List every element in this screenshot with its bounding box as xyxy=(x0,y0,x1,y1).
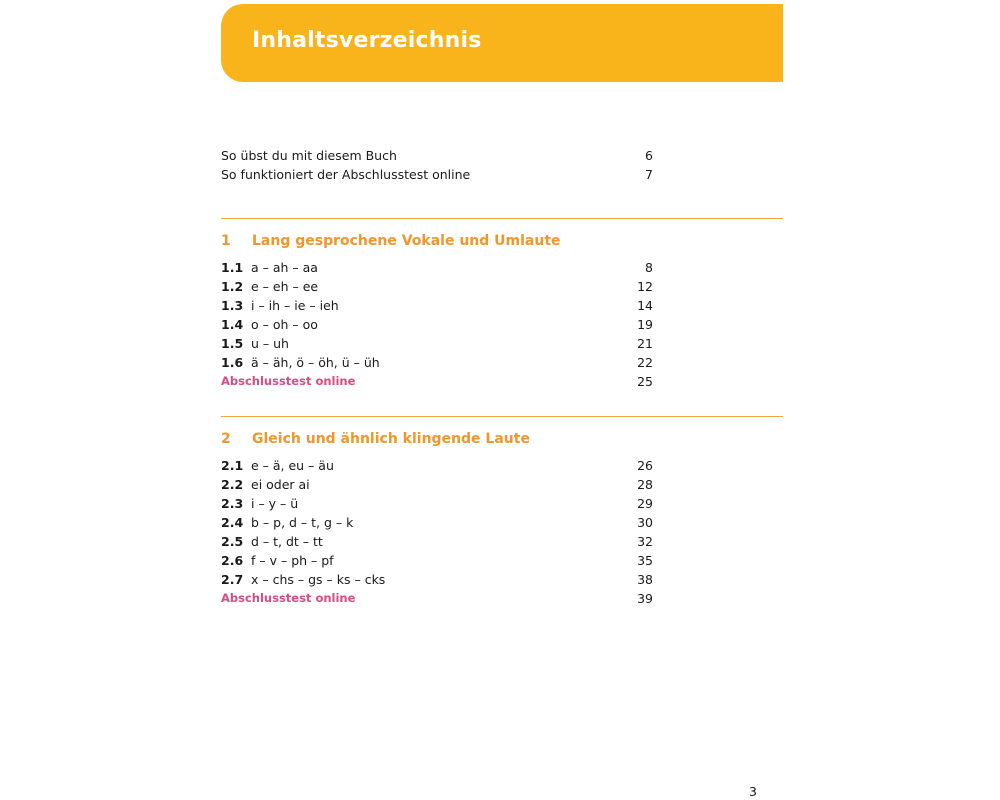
chapter-divider xyxy=(221,218,783,219)
toc-entry-number: 2.3 xyxy=(221,496,244,511)
toc-entry-title: u – uh xyxy=(251,336,289,351)
chapter-1 xyxy=(221,218,783,391)
toc-entry-page: 39 xyxy=(637,591,653,606)
toc-entry-number: 2.6 xyxy=(221,553,244,568)
toc-entry[interactable] xyxy=(221,570,653,589)
toc-entry-number: 2.2 xyxy=(221,477,244,492)
page-title: Inhaltsverzeichnis xyxy=(252,28,482,53)
toc-entry[interactable] xyxy=(221,296,653,315)
toc-entry-number: 2.7 xyxy=(221,572,244,587)
toc-entry-page: 32 xyxy=(637,534,653,549)
chapter-title: Lang gesprochene Vokale und Umlaute xyxy=(252,233,561,249)
toc-entry-page: 8 xyxy=(645,260,653,275)
toc-entry-number: 1.4 xyxy=(221,317,244,332)
toc-entry-number: 1.3 xyxy=(221,298,244,313)
chapter-entries xyxy=(221,258,653,391)
toc-entry-page: 30 xyxy=(637,515,653,530)
toc-entry[interactable] xyxy=(221,277,653,296)
intro-list xyxy=(221,146,653,184)
chapter-title: Gleich und ähnlich klingende Laute xyxy=(252,431,530,447)
toc-entry-number: 2.5 xyxy=(221,534,244,549)
toc-entry-title: e – ä, eu – äu xyxy=(251,458,334,473)
toc-entry-title: a – ah – aa xyxy=(251,260,318,275)
toc-entry-page: 38 xyxy=(637,572,653,587)
toc-entry-title: So übst du mit diesem Buch xyxy=(221,148,397,163)
toc-entry-title: o – oh – oo xyxy=(251,317,318,332)
toc-entry[interactable] xyxy=(221,513,653,532)
toc-entry[interactable] xyxy=(221,532,653,551)
toc-entry[interactable] xyxy=(221,315,653,334)
chapter-divider xyxy=(221,416,783,417)
toc-entry-number: 1.2 xyxy=(221,279,244,294)
chapter-heading[interactable] xyxy=(221,424,783,454)
toc-entry-title: e – eh – ee xyxy=(251,279,319,294)
toc-entry-title: ei oder ai xyxy=(251,477,310,492)
page-number: 3 xyxy=(749,784,757,799)
toc-entry-page: 29 xyxy=(637,496,653,511)
toc-entry-page: 12 xyxy=(637,279,653,294)
toc-entry-page: 35 xyxy=(637,553,653,568)
chapter-entries xyxy=(221,456,653,608)
toc-entry[interactable] xyxy=(221,146,653,165)
toc-entry[interactable] xyxy=(221,165,653,184)
toc-entry-page: 21 xyxy=(637,336,653,351)
toc-entry-number: 1.5 xyxy=(221,336,244,351)
toc-entry[interactable] xyxy=(221,456,653,475)
chapter-number: 2 xyxy=(221,431,231,447)
toc-entry-page: 28 xyxy=(637,477,653,492)
header-banner xyxy=(221,4,783,82)
chapter-2 xyxy=(221,416,783,608)
toc-entry-title: i – y – ü xyxy=(251,496,299,511)
toc-entry-page: 19 xyxy=(637,317,653,332)
toc-entry-page: 14 xyxy=(637,298,653,313)
toc-entry[interactable] xyxy=(221,258,653,277)
toc-entry-page: 25 xyxy=(637,374,653,389)
chapter-heading[interactable] xyxy=(221,226,783,256)
toc-entry-number: 2.1 xyxy=(221,458,244,473)
toc-entry-title: i – ih – ie – ieh xyxy=(251,298,339,313)
toc-entry-number: 2.4 xyxy=(221,515,244,530)
toc-entry-page: 26 xyxy=(637,458,653,473)
final-test-link[interactable] xyxy=(221,589,653,608)
toc-entry-page: 22 xyxy=(637,355,653,370)
toc-entry[interactable] xyxy=(221,494,653,513)
toc-entry[interactable] xyxy=(221,353,653,372)
final-test-title: Abschlusstest online xyxy=(221,374,356,388)
chapter-number: 1 xyxy=(221,233,231,249)
toc-entry-page: 6 xyxy=(645,148,653,163)
toc-entry[interactable] xyxy=(221,334,653,353)
toc-entry-title: d – t, dt – tt xyxy=(251,534,323,549)
toc-entry-title: ä – äh, ö – öh, ü – üh xyxy=(251,355,380,370)
final-test-link[interactable] xyxy=(221,372,653,391)
toc-entry-number: 1.6 xyxy=(221,355,244,370)
toc-entry[interactable] xyxy=(221,475,653,494)
toc-entry[interactable] xyxy=(221,551,653,570)
final-test-title: Abschlusstest online xyxy=(221,591,356,605)
toc-entry-title: b – p, d – t, g – k xyxy=(251,515,354,530)
toc-entry-title: So funktioniert der Abschlusstest online xyxy=(221,167,471,182)
toc-entry-page: 7 xyxy=(645,167,653,182)
toc-entry-title: f – v – ph – pf xyxy=(251,553,334,568)
toc-entry-number: 1.1 xyxy=(221,260,244,275)
toc-entry-title: x – chs – gs – ks – cks xyxy=(251,572,386,587)
